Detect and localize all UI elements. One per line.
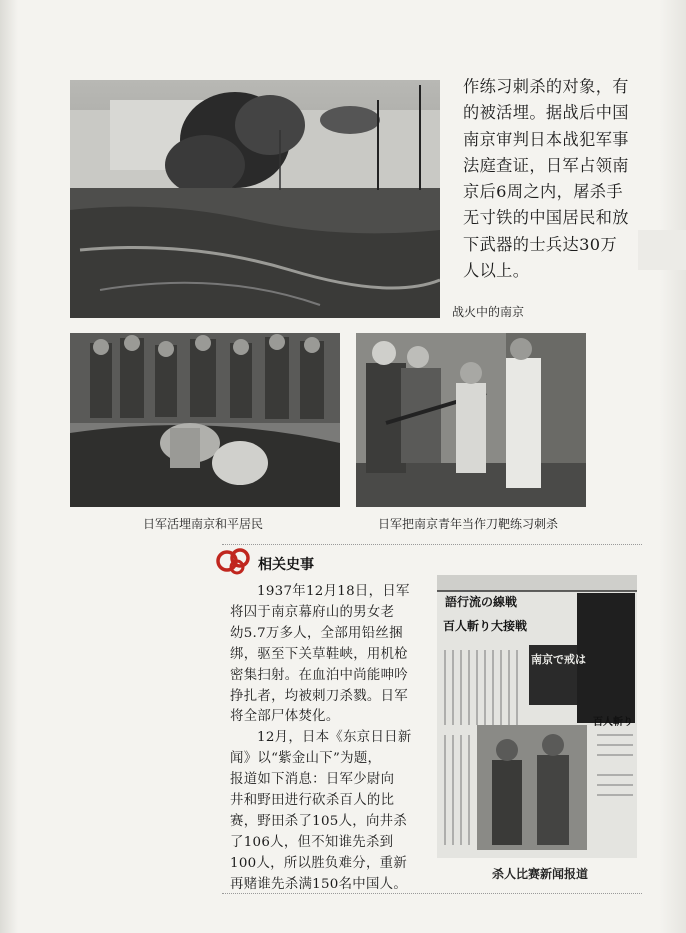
history-line: 挣扎者，均被刺刀杀戮。日军: [230, 688, 408, 704]
history-line: 再赌谁先杀满150名中国人。: [230, 876, 408, 892]
photo-burying-civilians: [70, 333, 340, 507]
caption-bayonet-practice: 日军把南京青年当作刀靶练习刺杀: [378, 517, 559, 531]
caption-nanjing-in-fire: 战火中的南京: [452, 305, 525, 319]
history-line: 绑，驱至下关草鞋峡，用机枪: [230, 646, 408, 662]
main-text-line: 南京审判日本战犯军事: [463, 129, 629, 149]
history-line: 12月，日本《东京日日新: [257, 730, 412, 746]
section-divider-bottom: [222, 893, 642, 894]
newspaper-headline: 語行流の線戦: [445, 595, 518, 609]
history-line: 密集扫射。在血泊中尚能呻吟: [230, 667, 408, 683]
related-history-title: 相关史事: [258, 557, 314, 573]
main-text: [463, 74, 629, 284]
history-line: 1937年12月18日，日军: [257, 584, 410, 599]
section-divider: [222, 544, 642, 545]
newspaper-headline: 百人斬り大接戦: [443, 619, 528, 633]
history-line: 幼5.7万多人，全部用铅丝捆: [230, 625, 403, 641]
history-line: 将囚于南京幕府山的男女老: [230, 604, 395, 620]
history-line: 了106人，但不知谁先杀到: [230, 834, 394, 850]
main-text-line: 的被活埋。据战后中国: [463, 103, 629, 123]
main-text-line: 法庭查证，日军占领南: [463, 155, 629, 175]
caption-burying-civilians: 日军活埋南京和平居民: [143, 517, 264, 531]
history-line: 100人，所以胜负难分，重新: [230, 855, 408, 871]
photo-newspaper: [437, 575, 637, 858]
history-line: 将全部尸体焚化。: [230, 709, 340, 725]
related-history-text: [230, 582, 412, 896]
caption-newspaper: 杀人比赛新闻报道: [492, 867, 589, 881]
history-line: 闻》以“紫金山下”为题，: [230, 751, 382, 767]
history-line: 赛，野田杀了105人，向井杀: [230, 813, 408, 829]
main-text-line: 京后6周之内，屠杀手: [463, 182, 623, 202]
main-text-line: 人以上。: [463, 261, 530, 281]
main-text-line: 作练习刺杀的对象，有: [463, 77, 629, 96]
main-text-line: 下武器的士兵达30万: [463, 234, 618, 254]
photo-nanjing-in-fire: [70, 80, 440, 318]
related-history-logo-icon: [216, 546, 252, 576]
history-line: 报道如下消息：日军少尉向: [230, 772, 395, 788]
newspaper-headline: 百人斬り: [593, 717, 633, 728]
main-text-line: 无寸铁的中国居民和放: [463, 208, 629, 228]
history-line: 井和野田进行砍杀百人的比: [230, 793, 395, 809]
photo-bayonet-practice: [356, 333, 586, 507]
newspaper-headline: 南京で戒は: [531, 653, 586, 666]
page-edge-shadow: [638, 230, 686, 270]
